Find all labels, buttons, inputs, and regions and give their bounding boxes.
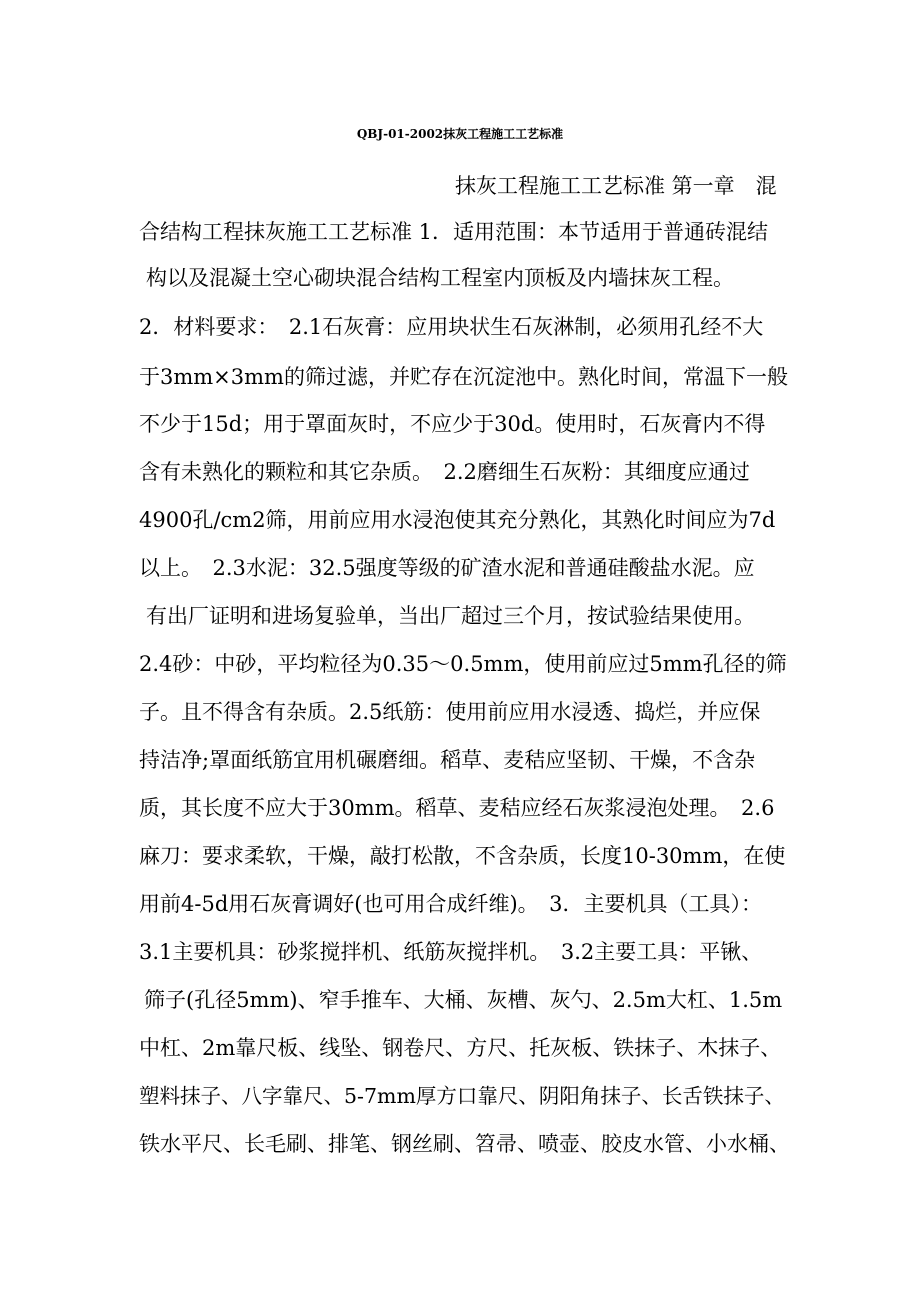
body-line: 筛子(孔径5mm)、窄手推车、大桶、灰槽、灰勺、2.5m大杠、1.5m — [144, 988, 783, 1012]
body-line: 以上。 2.3水泥：32.5强度等级的矿渣水泥和普通硅酸盐水泥。应 — [139, 556, 755, 580]
body-line: 含有未熟化的颗粒和其它杂质。 2.2磨细生石灰粉：其细度应通过 — [139, 460, 750, 484]
body-line: 2.4砂：中砂，平均粒径为0.35～0.5mm，使用前应过5mm孔径的筛 — [139, 652, 787, 676]
document-title: QBJ-01-2002抹灰工程施工工艺标准 — [356, 127, 564, 141]
body-line: 持洁净;罩面纸筋宜用机碾磨细。稻草、麦秸应坚韧、干燥，不含杂 — [139, 748, 756, 772]
body-line: 用前4-5d用石灰膏调好(也可用合成纤维)。 3．主要机具（工具）： — [139, 892, 763, 916]
body-line: 于3mm×3mm的筛过滤，并贮存在沉淀池中。熟化时间，常温下一般 — [139, 365, 788, 389]
body-line: 铁水平尺、长毛刷、排笔、钢丝刷、笤帚、喷壶、胶皮水管、小水桶、 — [139, 1132, 790, 1156]
body-line: 抹灰工程施工工艺标准 第一章 混 — [455, 174, 777, 198]
body-line: 合结构工程抹灰施工工艺标准 1．适用范围：本节适用于普通砖混结 — [139, 220, 769, 244]
body-line: 有出厂证明和进场复验单，当出厂超过三个月，按试验结果使用。 — [146, 604, 755, 628]
body-line: 4900孔/cm2筛，用前应用水浸泡使其充分熟化，其熟化时间应为7d — [139, 508, 776, 532]
body-line: 3.1主要机具：砂浆搅拌机、纸筋灰搅拌机。 3.2主要工具：平锹、 — [139, 940, 763, 964]
body-line: 中杠、2m靠尺板、线坠、钢卷尺、方尺、托灰板、铁抹子、木抹子、 — [139, 1036, 782, 1060]
body-line: 子。且不得含有杂质。2.5纸筋：使用前应用水浸透、捣烂，并应保 — [139, 700, 761, 724]
body-line: 塑料抹子、八字靠尺、5-7mm厚方口靠尺、阴阳角抹子、长舌铁抹子、 — [139, 1084, 785, 1108]
body-line: 不少于15d；用于罩面灰时，不应少于30d。使用时，石灰膏内不得 — [139, 412, 766, 436]
body-line: 2．材料要求： 2.1石灰膏：应用块状生石灰淋制，必须用孔经不大 — [139, 315, 764, 339]
body-line: 麻刀：要求柔软，干燥，敲打松散，不含杂质，长度10-30mm，在使 — [139, 844, 786, 868]
body-line: 质，其长度不应大于30mm。稻草、麦秸应经石灰浆浸泡处理。 2.6 — [139, 796, 775, 820]
body-line: 构以及混凝土空心砌块混合结构工程室内顶板及内墙抹灰工程。 — [146, 266, 734, 290]
